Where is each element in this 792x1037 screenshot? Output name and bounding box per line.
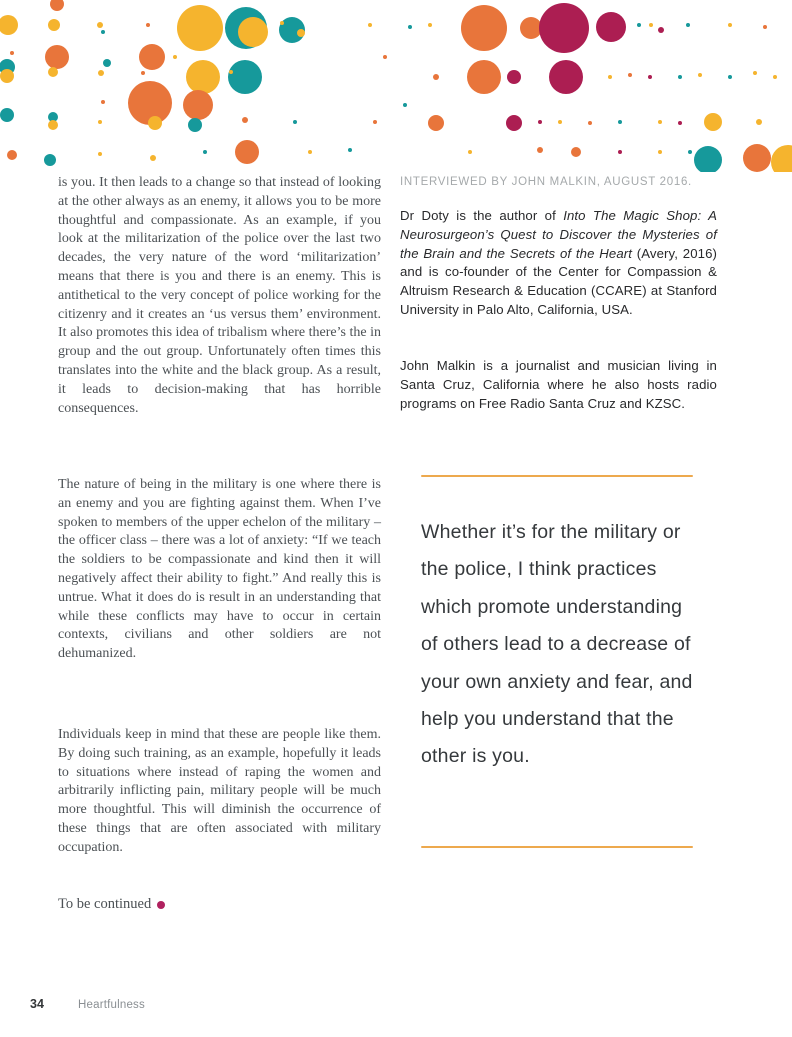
dot-orange xyxy=(141,71,145,75)
dot-teal xyxy=(618,120,622,124)
dot-yellow xyxy=(368,23,372,27)
dot-teal xyxy=(188,118,202,132)
dot-yellow xyxy=(229,70,233,74)
pull-quote-divider-top xyxy=(421,475,693,477)
dot-yellow xyxy=(98,152,102,156)
dot-yellow xyxy=(558,120,562,124)
dot-orange xyxy=(242,117,248,123)
dot-yellow xyxy=(728,23,732,27)
dot-yellow xyxy=(773,75,777,79)
dot-yellow xyxy=(0,69,14,83)
dot-teal xyxy=(694,146,722,172)
to-be-continued xyxy=(58,896,165,913)
dot-teal xyxy=(348,148,352,152)
dot-yellow xyxy=(308,150,312,154)
dot-crimson xyxy=(507,70,521,84)
dot-yellow xyxy=(0,15,18,35)
dot-yellow xyxy=(173,55,177,59)
dot-orange xyxy=(461,5,507,51)
book-title: Into The Magic Shop: A Neurosurgeon’s Quest to Discover the Mysteries of the Brain and the Secrets of the Heart xyxy=(400,208,717,261)
dot-orange xyxy=(763,25,767,29)
dot-yellow xyxy=(649,23,653,27)
end-dot-icon xyxy=(157,901,165,909)
dot-teal xyxy=(293,120,297,124)
interviewer-bio: John Malkin is a journalist and musician living in Santa Cruz, California where he also hosts radio programs on Free Radio Santa Cruz and KZSC. xyxy=(400,358,717,411)
article-paragraph: is you. It then leads to a change so that instead of looking at the other always as an enemy, it allows you to be more thoughtful and compassionate. As an example, if you look at the militarization of the police over the last two decades, the very nature of the word ‘militarization’ means that there is you and there is an enemy. This is antithetical to the very concept of police working for the citizenry and it creates an ‘us versus them’ environment. It also promotes this idea of tribalism where there’s the in group and the out group. Unfortunately often times this translates into the white and the black group. As a result, it leads to decision-making that has horrible consequences. xyxy=(58,175,381,416)
dot-teal xyxy=(44,154,56,166)
dot-yellow xyxy=(148,116,162,130)
dot-yellow xyxy=(97,22,103,28)
dot-orange xyxy=(10,51,14,55)
dot-orange xyxy=(628,73,632,77)
page-number: 34 xyxy=(30,997,44,1011)
dot-yellow xyxy=(753,71,757,75)
pull-quote: Whether it’s for the military or the police, I think practices which promote understanding of others lead to a decrease of your own anxiety and fear, and help you understand that the other is you. xyxy=(421,521,693,768)
article-paragraph: The nature of being in the military is one where there is an enemy and you are fighting against them. When I’ve spoken to members of the upper echelon of the military – the officer class – there was a lot of anxiety: “If we teach the soldiers to be compassionate and kind then it will negatively affect their ability to fight.” And really this is untrue. What it does do is result in an understanding that while these conflicts may have to occur in certain contexts, civilians and other soldiers are not dehumanized. xyxy=(58,477,381,662)
dot-orange xyxy=(428,115,444,131)
article-paragraph: Individuals keep in mind that these are people like them. By doing such training, as an example, hopefully it leads to situations where instead of raping the women and arbitrarily inflicting pain, military people will be much more thoughtful. This will diminish the occurrence of these things that are often associated with military occupation. xyxy=(58,727,381,855)
dot-crimson xyxy=(538,120,542,124)
dot-yellow xyxy=(280,21,284,25)
decorative-dots-banner xyxy=(0,0,792,172)
dot-crimson xyxy=(506,115,522,131)
dot-crimson xyxy=(596,12,626,42)
author-bio-pre: Dr Doty is the author of xyxy=(400,208,564,223)
dot-yellow xyxy=(238,17,268,47)
author-bio xyxy=(400,207,717,320)
to-be-continued-label: To be continued xyxy=(58,896,152,912)
dot-yellow xyxy=(150,155,156,161)
dot-teal xyxy=(678,75,682,79)
dot-orange xyxy=(433,74,439,80)
dot-crimson xyxy=(618,150,622,154)
dot-orange xyxy=(235,140,259,164)
dot-yellow xyxy=(658,150,662,154)
dot-orange xyxy=(183,90,213,120)
dot-yellow xyxy=(186,60,220,94)
dot-yellow xyxy=(48,19,60,31)
dot-crimson xyxy=(658,27,664,33)
dot-teal xyxy=(728,75,732,79)
dot-orange xyxy=(139,44,165,70)
dot-yellow xyxy=(771,145,792,172)
dot-teal xyxy=(101,30,105,34)
dot-crimson xyxy=(648,75,652,79)
dot-yellow xyxy=(704,113,722,131)
dot-yellow xyxy=(756,119,762,125)
dot-orange xyxy=(101,100,105,104)
dot-teal xyxy=(408,25,412,29)
dot-orange xyxy=(50,0,64,11)
dot-teal xyxy=(245,68,249,72)
dot-teal xyxy=(203,150,207,154)
dot-teal xyxy=(637,23,641,27)
dot-teal xyxy=(688,150,692,154)
dot-yellow xyxy=(48,120,58,130)
dot-yellow xyxy=(177,5,223,51)
dot-yellow xyxy=(468,150,472,154)
dot-orange xyxy=(146,23,150,27)
dot-crimson xyxy=(549,60,583,94)
dot-orange xyxy=(743,144,771,172)
author-bio-post: (Avery, 2016) and is co-founder of the Center for Compassion & Altruism Research & Education (CCARE) at Stanford University in Palo Alto, California, USA. xyxy=(400,245,717,317)
dot-orange xyxy=(45,45,69,69)
pull-quote-divider-bottom xyxy=(421,846,693,848)
interview-byline: INTERVIEWED BY JOHN MALKIN, AUGUST 2016. xyxy=(400,176,692,188)
dot-yellow xyxy=(608,75,612,79)
dot-teal xyxy=(103,59,111,67)
dot-yellow xyxy=(428,23,432,27)
dot-orange xyxy=(588,121,592,125)
dot-yellow xyxy=(297,29,305,37)
dot-teal xyxy=(0,108,14,122)
dot-orange xyxy=(373,120,377,124)
dot-orange xyxy=(467,60,501,94)
dot-yellow xyxy=(98,70,104,76)
dot-crimson xyxy=(539,3,589,53)
dot-yellow xyxy=(658,120,662,124)
dot-orange xyxy=(383,55,387,59)
dot-yellow xyxy=(98,120,102,124)
dot-teal xyxy=(686,23,690,27)
publication-name: Heartfulness xyxy=(78,999,145,1011)
dot-teal xyxy=(228,60,262,94)
dot-yellow xyxy=(48,67,58,77)
dot-orange xyxy=(537,147,543,153)
dot-orange xyxy=(571,147,581,157)
dot-teal xyxy=(403,103,407,107)
dot-orange xyxy=(7,150,17,160)
dot-yellow xyxy=(698,73,702,77)
dot-crimson xyxy=(678,121,682,125)
